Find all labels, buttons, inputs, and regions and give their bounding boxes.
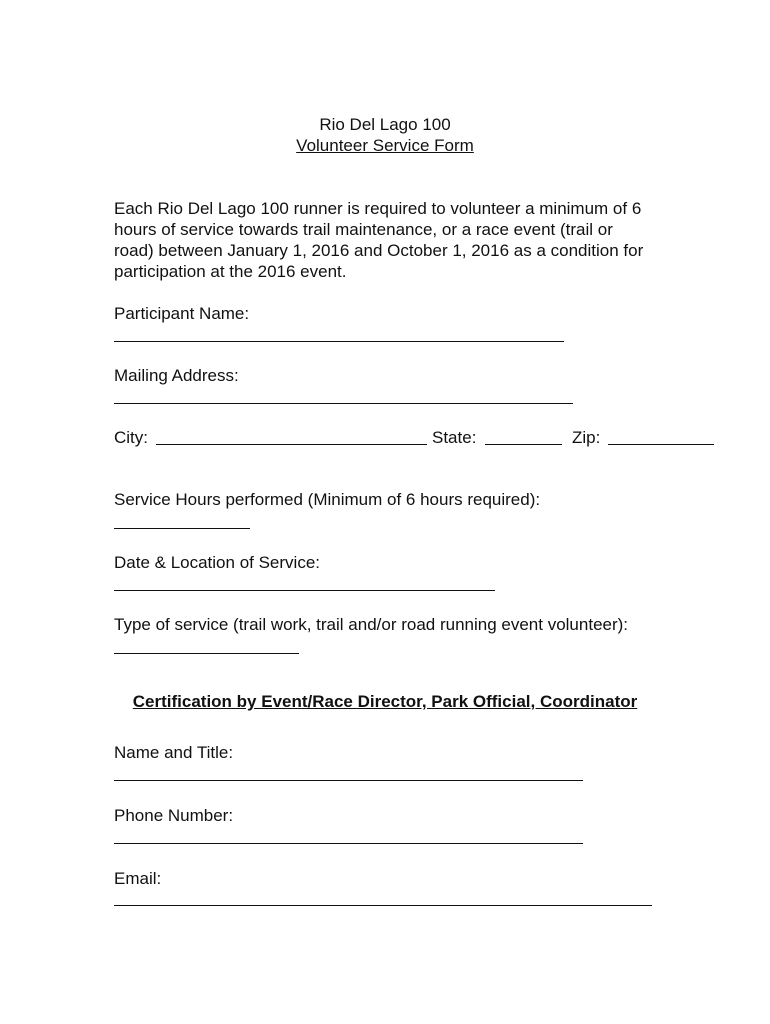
participant-name-field[interactable] [114, 341, 564, 342]
email-field[interactable] [114, 905, 652, 906]
form-subtitle: Volunteer Service Form [296, 136, 474, 155]
state-field[interactable] [485, 444, 562, 445]
zip-label: Zip: [572, 428, 601, 447]
service-hours-field[interactable] [114, 528, 250, 529]
zip-field[interactable] [608, 444, 714, 445]
city-field[interactable] [156, 444, 427, 445]
form-title: Rio Del Lago 100 [319, 115, 451, 134]
name-title-label: Name and Title: [114, 743, 234, 762]
date-location-field[interactable] [114, 590, 495, 591]
phone-number-field[interactable] [114, 843, 583, 844]
service-hours-label: Service Hours performed (Minimum of 6 hours required): [114, 490, 541, 509]
type-of-service-label: Type of service (trail work, trail and/or road running event volunteer): [114, 615, 629, 634]
date-location-label: Date & Location of Service: [114, 553, 321, 572]
mailing-address-field[interactable] [114, 403, 573, 404]
state-label: State: [432, 428, 477, 447]
participant-name-label: Participant Name: [114, 304, 250, 323]
certification-heading: Certification by Event/Race Director, Park Official, Coordinator [132, 692, 638, 711]
mailing-address-label: Mailing Address: [114, 366, 239, 385]
email-label: Email: [114, 869, 162, 888]
type-of-service-field[interactable] [114, 653, 299, 654]
phone-number-label: Phone Number: [114, 806, 234, 825]
intro-paragraph: Each Rio Del Lago 100 runner is required to volunteer a minimum of 6 hours of service towards trail maintenance, or a race event (trail or road) between January 1, 2016 and October 1, 2016 as a condition for participation at the 2016 event. [114, 199, 644, 281]
city-label: City: [114, 428, 148, 447]
name-title-field[interactable] [114, 780, 583, 781]
